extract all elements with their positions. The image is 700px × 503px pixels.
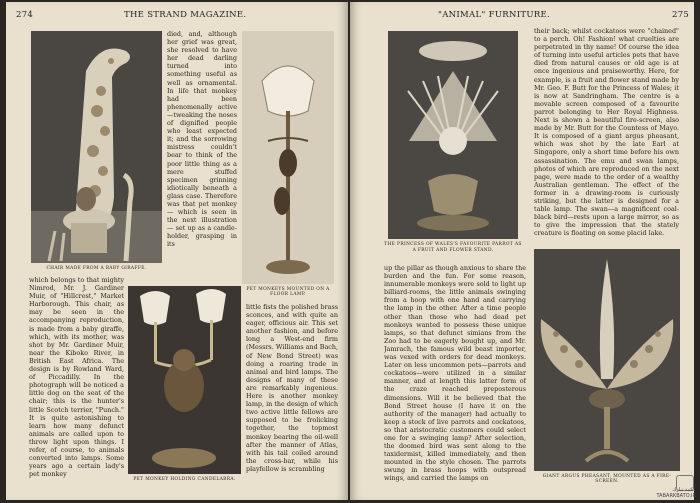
caption-pheasant: GIANT ARGUS PHEASANT, MOUNTED AS A FIRE-SCREEN. xyxy=(542,474,672,484)
caption-floor-lamp: PET MONKEYS MOUNTED ON A FLOOR LAMP. xyxy=(246,287,330,297)
left-page xyxy=(6,2,348,500)
running-head-section: "ANIMAL" FURNITURE. xyxy=(438,10,551,20)
running-head-magazine: THE STRAND MAGAZINE. xyxy=(124,10,247,20)
giraffe-chair-photo xyxy=(31,31,162,263)
monkey-floor-lamp-photo xyxy=(242,31,334,284)
left-col2-top-text: died, and, although her grief was great, she resolved to have her dead darling turned into something useful as well as ornamental. In life that monkey had been phenomenally active—tweaking the noses of dignified people who least expected it; and the sorrowing mistress couldn't bear to think of the poor little thing as a mere stuffed specimen grinning idiotically beneath a glass case. Therefore was that pet monkey — which is seen in the next illustration — set up as a candle-holder, grasping in its xyxy=(167,30,237,249)
right-col-bottom-text: up the pillar as though anxious to share the burden and the fun. For some reason, innumerable monkeys were sold to light up billiard-rooms, the little animals swinging from a hoop with one hand and carrying the lamp in the other. After a time people other than those who had dead pet monkeys wanted to possess these unique lamps, so that defunct simians from the Zoo had to be eagerly bought up, and Mr. Jamrach, the famous wild beast importer, was vexed with orders for dead monkeys. Later on less uncommon pets—parrots and cockatoos—were utilized in a similar manner, and at length this latter form of the craze reached preposterous dimensions. Will it be believed that the Bond Street house (I have it on the authority of the manager) had actually to keep a stock of live parrots and cockatoos, so that aristocratic customers could select one for a swinging lamp? After selection, the doomed bird was sent along to the taxidermist, killed immediately, and then mounted in the style chosen. The parrots swung in brass hoops with outspread wings, and carried the lamps on xyxy=(384,264,526,483)
watermark-arabic: مكتبة تبارك xyxy=(672,487,696,493)
caption-candelabra: PET MONKEY HOLDING CANDELABRA. xyxy=(133,477,236,482)
watermark xyxy=(657,487,696,499)
right-col-top-text: their back; whilst cockatoos were "chained" to a perch. Oh! Fashion! what cruelties are perpetrated in thy name! Of course the idea of turning into useful articles pets that have died from natural causes or old age is at once ingenious and praiseworthy. Here, for example, is a fruit and flower stand made by Mr. Geo. F. Butt for the Princess of Wales; it is now at Sandringham. The centre is a movable screen composed of a favourite parrot belonging to Her Royal Highness. Next is shown a beautiful fire-screen, also made by Mr. Butt for the Countess of Mayo. It is composed of a giant argus pheasant, which was shot by the late Earl at Singapore, only a short time before his own assassination. The emu and swan lamps, photos of which are reproduced on the next page, were made to the order of a wealthy Australian gentleman. The effect of the former in a drawing-room is curiously striking, but the latter is designed for a table lamp. The swan—a magnificent coal-black bird—rests upon a large mirror, so as to give the impression that the stately creature is floating on some placid lake. xyxy=(534,27,679,238)
page-number-right: 275 xyxy=(672,10,690,20)
left-col1-bottom-text: which belongs to that mighty Nimrod, Mr. J. Gardiner Muir, of "Hillcrest," Market Harborough. This chair, as may be seen in the accompanying reproduction, is made from a baby giraffe, which, with its mother, was shot by Mr. Gardiner Muir, near the Kiboko River, in British East Africa. The design is by Rowland Ward, of Piccadilly. In the photograph will be noticed a little dog on the seat of the chair; this is the hunter's little Scotch terrier, "Punch." It is quite astonishing to learn how many defunct animals are called upon to throw light upon things. I refer, of course, to animals converted into lamps. Some years ago a certain lady's pet monkey xyxy=(29,276,124,479)
caption-giraffe-chair: CHAIR MADE FROM A BABY GIRAFFE. xyxy=(46,266,147,271)
page-number-left: 274 xyxy=(16,10,34,20)
watermark-latin: TABARKBATO.IR xyxy=(656,493,696,499)
pheasant-fire-screen-photo xyxy=(534,249,680,471)
monkey-candelabra-photo xyxy=(128,286,241,474)
caption-parrot-stand: THE PRINCESS OF WALES'S FAVOURITE PARROT AS A FRUIT AND FLOWER STAND. xyxy=(384,242,522,253)
parrot-fruit-stand-photo xyxy=(388,31,518,239)
left-col2-bottom-text: little fists the polished brass sconces, and with quite an eager, officious air. This set another fashion, and before long a West-end firm (Messrs. Williams and Bach, of New Bond Street) was doing a roaring trade in animal and bird lamps. The designs of many of these are remarkably ingenious. Here is another monkey lamp, in the design of which two active little fellows are supposed to be frolicking together, the topmost monkey bearing the oil-well after the manner of Atlas, with his tail coiled around the cross-bar, while his playfellow is scrambling xyxy=(246,303,338,473)
right-page xyxy=(350,2,694,500)
